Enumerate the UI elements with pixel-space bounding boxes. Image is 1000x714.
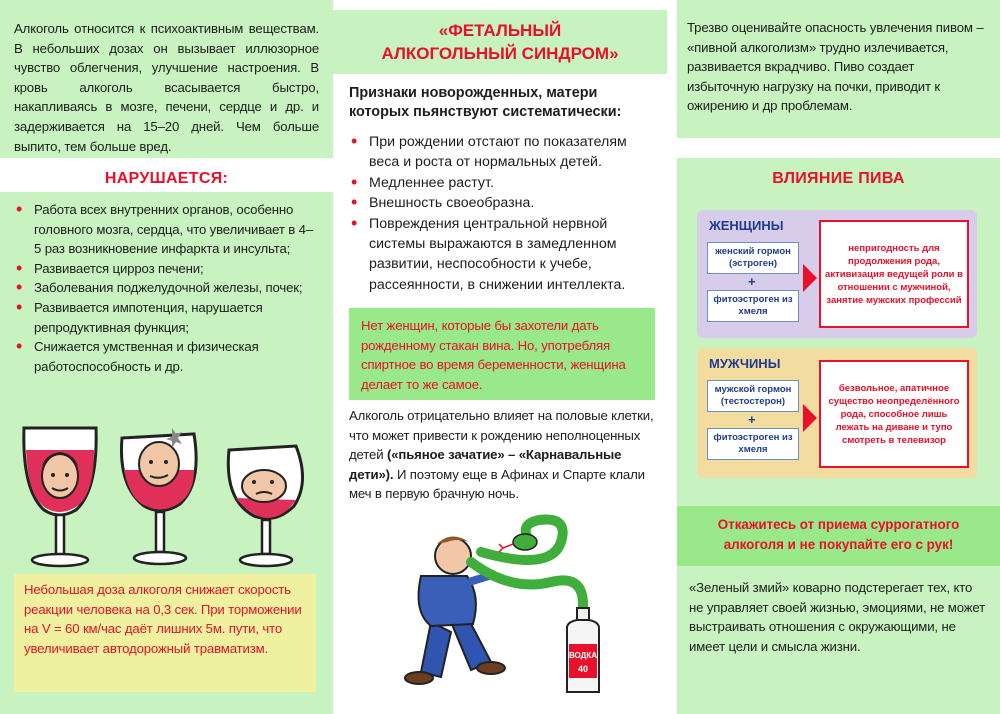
beer-panel xyxy=(677,158,1000,714)
warning-box xyxy=(677,506,1000,566)
column-alcohol-effects xyxy=(0,0,333,714)
intro-panel xyxy=(0,0,333,158)
list-item: • Внешность своеобразна. xyxy=(349,193,659,213)
list-item: • Заболевания поджелудочной железы, почек; xyxy=(14,278,319,298)
list-item: • Развивается импотенция, нарушается репродуктивная функция; xyxy=(14,298,319,337)
plus-sign: + xyxy=(748,412,756,427)
drunk-face-icon xyxy=(242,470,286,502)
plus-sign: + xyxy=(748,274,756,289)
conception-paragraph: Алкоголь отрицательно влияет на половые клетки, что может привести к рождению неполноценных детей («пьяное зачатие» – «Карнавальные дети»). И поэтому еще в Афинах и Спарте клали меч в первую брачную ночь. xyxy=(349,408,654,502)
men-effect-box: безвольное, апатичное существо неопределённого рода, способное лишь лежать на диване и тупо смотреть в телевизор xyxy=(819,360,969,468)
bottle-label: ВОДКА xyxy=(568,651,598,660)
snake-icon xyxy=(471,519,583,622)
bottle-icon xyxy=(567,608,599,692)
list-item: • Развивается цирроз печени; xyxy=(14,259,319,279)
drunk-man-illustration xyxy=(391,512,631,708)
page-title: «ФЕТАЛЬНЫЙ АЛКОГОЛЬНЫЙ СИНДРОМ» xyxy=(381,21,619,63)
signs-list xyxy=(349,132,659,295)
women-effect-box: непригодность для продолжения рода, активизация ведущей роли в отношении с мужчиной, занятие мужских профессий xyxy=(819,220,969,328)
signs-heading: Признаки новорожденных, матери которых пьянствуют систематически: xyxy=(349,85,622,120)
heading-violations: НАРУШАЕТСЯ: xyxy=(104,170,229,187)
wine-glass-icon xyxy=(228,446,302,566)
bottle-strength: 40 xyxy=(577,664,589,674)
estrogen-box: женский гормон (эстроген) xyxy=(707,242,799,274)
arrow-right-icon xyxy=(803,404,817,432)
drunk-face-icon xyxy=(42,452,78,498)
wine-glasses-illustration xyxy=(14,420,314,570)
violations-panel xyxy=(0,192,333,714)
intro-text: Алкоголь относится к психоактивным веществам. В небольших дозах он вызывает иллюзорное чувство облегчения, улучшение настроения. В кровь алкоголь всасывается быстро, накапливаясь в мозге, печени, сердце и др. и задерживается на 15–20 дней. Чем больше выпито, тем больше вред. xyxy=(14,21,319,154)
title-panel xyxy=(333,10,667,74)
wine-note: Нет женщин, которые бы захотели дать рожденному стакан вина. Но, употребляя спиртное во время беременности, женщина делает то же самое. xyxy=(349,308,655,400)
warning-text: Откажитесь от приема суррогатного алкоголя и не покупайте его с рук! xyxy=(717,517,960,552)
beer-intro-panel xyxy=(677,0,1000,138)
list-item: • Снижается умственная и физическая работоспособность и др. xyxy=(14,337,319,376)
list-item: • Работа всех внутренних органов, особенно головного мозга, сердца, что увеличивает в 4–5 раз возникновение инфаркта и инсульта; xyxy=(14,200,319,259)
men-diagram xyxy=(697,348,977,478)
phytoestrogen-box: фитоэстроген из хмеля xyxy=(707,428,799,460)
closing-text: «Зеленый змий» коварно подстерегает тех, кто не управляет своей жизнью, эмоциями, не может выстраивать отношения с окружающими, не имеет цели и смысла жизни. xyxy=(689,580,986,654)
beer-intro-text: Трезво оценивайте опасность увлечения пивом – «пивной алкоголизм» трудно излечивается, развивается вкрадчиво. Пиво создает избыточную нагрузку на почки, приводит к ожирению и др проблемам. xyxy=(687,20,984,114)
heading-beer: ВЛИЯНИЕ ПИВА xyxy=(772,170,905,187)
column-beer-effects xyxy=(667,0,1000,714)
women-diagram xyxy=(697,210,977,338)
phytoestrogen-box: фитоэстроген из хмеля xyxy=(707,290,799,322)
column-fetal-syndrome xyxy=(333,0,667,714)
women-label: ЖЕНЩИНЫ xyxy=(709,218,784,233)
men-label: МУЖЧИНЫ xyxy=(709,356,781,371)
list-item: • Повреждения центральной нервной системы выражаются в замедленном развитии, неспособности к учебе, рассеянности, в снижении интеллекта. xyxy=(349,214,659,296)
list-item: • Медленнее растут. xyxy=(349,173,659,193)
reaction-note: Небольшая доза алкоголя снижает скорость реакции человека на 0,3 сек. При торможении на V = 60 км/час даёт лишних 5м. пути, что увеличивает автодорожный травматизм. xyxy=(14,574,316,692)
violations-list xyxy=(14,200,319,376)
arrow-right-icon xyxy=(803,264,817,292)
testosterone-box: мужской гормон (тестостерон) xyxy=(707,380,799,412)
list-item: • При рождении отстают по показателям веса и роста от нормальных детей. xyxy=(349,132,659,173)
